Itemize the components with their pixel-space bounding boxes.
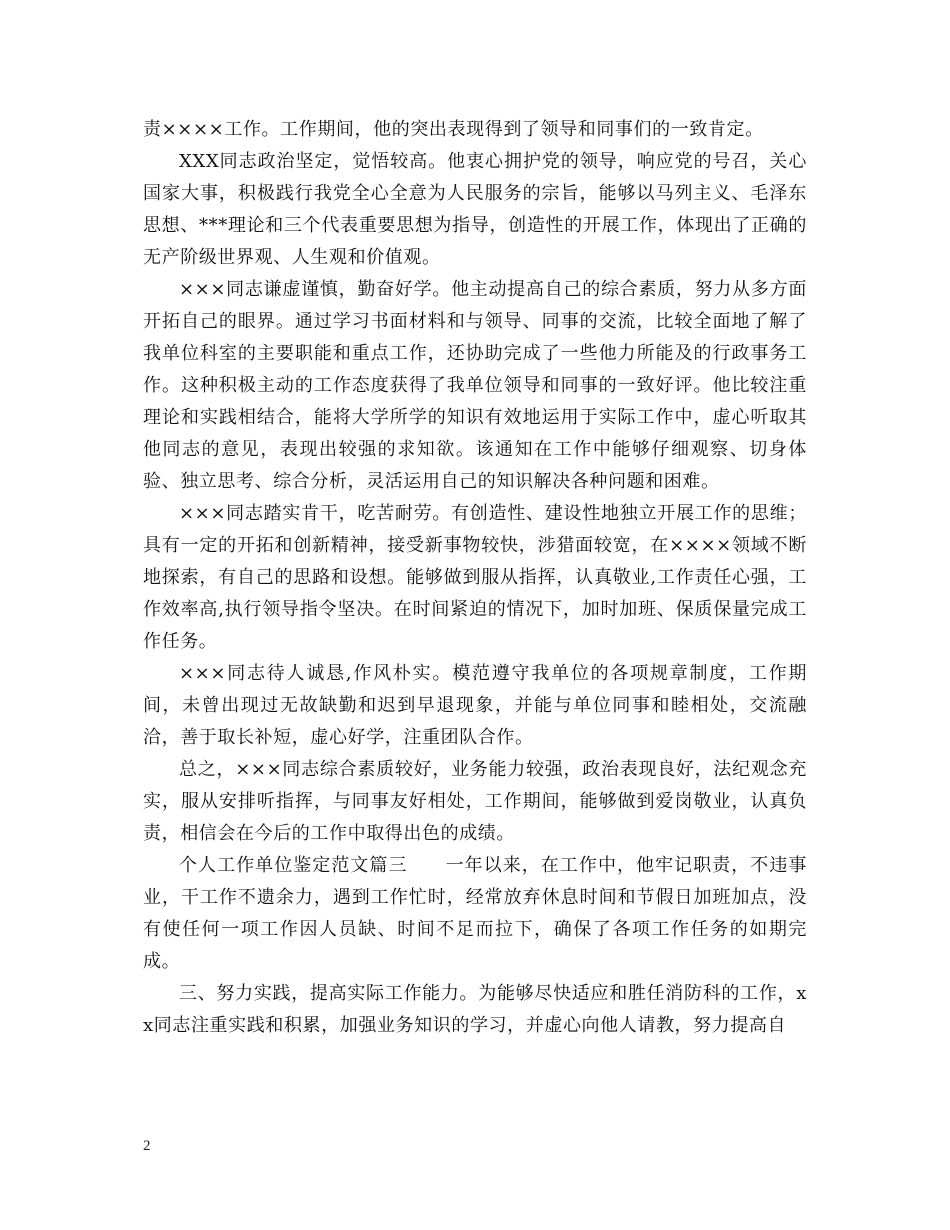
paragraph-1: 责××××工作。工作期间，他的突出表现得到了领导和同事们的一致肯定。: [143, 119, 764, 140]
paragraph-8: 三、努力实践，提高实际工作能力。为能够尽快适应和胜任消防科的工作，xx同志注重实践和积累，加强业务知识的学习，并虚心向他人请教，努力提高自: [143, 983, 807, 1036]
paragraph-3: ×××同志谦虚谨慎，勤奋好学。他主动提高自己的综合素质，努力从多方面开拓自己的眼界。通过学习书面材料和与领导、同事的交流，比较全面地了解了我单位科室的主要职能和重点工作，还协助完成了一些他力所能及的行政事务工作。这种积极主动的工作态度获得了我单位领导和同事的一致好评。他比较注重理论和实践相结合，能将大学所学的知识有效地运用于实际工作中，虚心听取其他同志的意见，表现出较强的求知欲。该通知在工作中能够仔细观察、切身体验、独立思考、综合分析，灵活运用自己的知识解决各种问题和困难。: [143, 279, 807, 492]
document-body: [143, 114, 807, 1042]
paragraph-6: 总之，×××同志综合素质较好，业务能力较强，政治表现良好，法纪观念充实，服从安排听指挥，与同事友好相处，工作期间，能够做到爱岗敬业，认真负责，相信会在今后的工作中取得出色的成绩。: [143, 759, 807, 844]
paragraph-4: ×××同志踏实肯干，吃苦耐劳。有创造性、建设性地独立开展工作的思维；具有一定的开拓和创新精神，接受新事物较快，涉猎面较宽，在××××领域不断地探索，有自己的思路和设想。能够做到服从指挥，认真敬业,工作责任心强，工作效率高,执行领导指令坚决。在时间紧迫的情况下，加时加班、保质保量完成工作任务。: [143, 503, 807, 652]
paragraph-2: XXX同志政治坚定，觉悟较高。他衷心拥护党的领导，响应党的号召，关心国家大事，积极践行我党全心全意为人民服务的宗旨，能够以马列主义、毛泽东思想、***理论和三个代表重要思想为指导，创造性的开展工作，体现出了正确的无产阶级世界观、人生观和价值观。: [143, 151, 807, 268]
paragraph-7: 个人工作单位鉴定范文篇三 一年以来，在工作中，他牢记职责，不违事业，干工作不遗余力，遇到工作忙时，经常放弃休息时间和节假日加班加点，没有使任何一项工作因人员缺、时间不足而拉下，确保了各项工作任务的如期完成。: [143, 855, 807, 972]
paragraph-5: ×××同志待人诚恳,作风朴实。模范遵守我单位的各项规章制度，工作期间，未曾出现过无故缺勤和迟到早退现象，并能与单位同事和睦相处，交流融洽，善于取长补短，虚心好学，注重团队合作。: [143, 663, 807, 748]
page-number: 2: [143, 1138, 151, 1154]
